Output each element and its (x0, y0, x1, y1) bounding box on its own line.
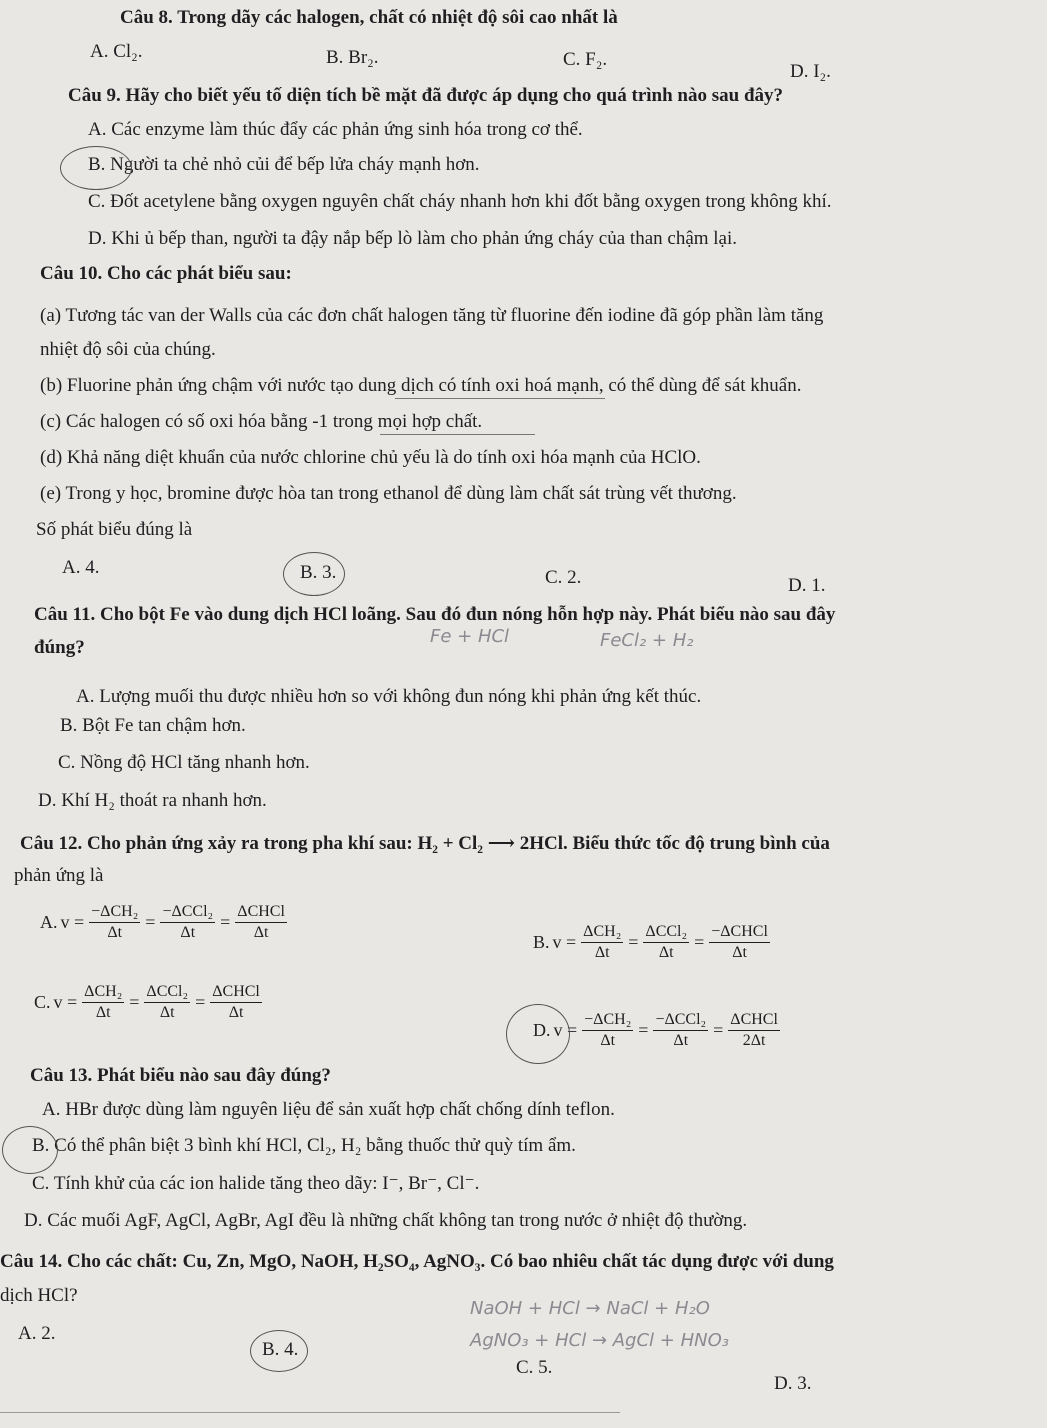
fraction (581, 922, 623, 963)
q14-stem-text: Câu 14. Cho các chất: Cu, Zn, MgO, NaOH, H₂SO₄, AgNO₃. Có bao nhiêu chất tác dụng được với dung (0, 1251, 834, 1272)
fraction (728, 1010, 780, 1051)
q12-option-c (34, 982, 264, 1023)
q12-option-d (533, 1010, 782, 1051)
denominator: Δt (253, 924, 269, 941)
q11-option-b: B. Bột Fe tan chậm hơn. (60, 715, 246, 736)
handwritten-note: Fe + HCl (430, 626, 510, 647)
q13-option-a: A. HBr được dùng làm nguyên liệu để sản xuất hợp chất chống dính teflon. (42, 1099, 615, 1120)
q10-option-a: A. 4. (62, 557, 100, 578)
fraction (582, 1010, 633, 1051)
q9-option-c: C. Đốt acetylene bằng oxygen nguyên chất cháy nhanh hơn khi đốt bằng oxygen trong không khí. (88, 191, 832, 212)
answer-circle-mark (283, 552, 345, 596)
q10-option-c: C. 2. (545, 567, 582, 588)
q13-option-b: B. Có thể phân biệt 3 bình khí HCl, Cl₂, H₂ bằng thuốc thử quỳ tím ẩm. (32, 1135, 576, 1156)
answer-circle-mark (2, 1126, 58, 1174)
equals-sign: = (195, 992, 206, 1012)
q8-option-d: D. I₂. (790, 61, 831, 82)
equals-sign: = (129, 992, 140, 1012)
q12-option-d-label: D. (533, 1020, 551, 1040)
handwritten-note: AgNO₃ + HCl → AgCl + HNO₃ (470, 1330, 729, 1351)
q12-stem-line2: phản ứng là (14, 865, 104, 886)
q10-option-b: B. 3. (300, 562, 337, 583)
q14-stem-line2: dịch HCl? (0, 1285, 78, 1306)
numerator: ΔCH₂ (82, 982, 124, 1003)
fraction (643, 922, 689, 963)
q9-stem-text: Câu 9. Hãy cho biết yếu tố diện tích bề mặt đã được áp dụng cho quá trình nào sau đây? (68, 85, 784, 106)
denominator: Δt (95, 1004, 111, 1021)
q9-option-a: A. Các enzyme làm thúc đẩy các phản ứng sinh hóa trong cơ thể. (88, 119, 583, 140)
q11-option-c: C. Nồng độ HCl tăng nhanh hơn. (58, 752, 310, 773)
equals-sign: = (145, 912, 156, 932)
numerator: ΔCHCl (210, 982, 262, 1003)
q8-stem: Câu 8. Trong dãy các halogen, chất có nhiệt độ sôi cao nhất là (120, 7, 618, 28)
q11-stem-line2: đúng? (34, 637, 85, 658)
numerator: ΔCHCl (728, 1010, 780, 1031)
denominator: Δt (107, 924, 123, 941)
numerator: −ΔCHCl (709, 922, 770, 943)
denominator: 2Δt (742, 1032, 766, 1049)
q11-stem-line1 (34, 603, 835, 627)
q12-stem-text: Câu 12. Cho phản ứng xảy ra trong pha khí sau: H₂ + Cl₂ ⟶ 2HCl. Biểu thức tốc độ trung bình của (20, 833, 830, 854)
q8-option-a: A. Cl₂. (90, 41, 143, 62)
fraction (144, 982, 190, 1023)
q13-option-c: C. Tính khử của các ion halide tăng theo dãy: I⁻, Br⁻, Cl⁻. (32, 1173, 480, 1194)
rate-symbol: v = (552, 932, 577, 952)
q10-option-d: D. 1. (788, 575, 826, 596)
q13-option-d: D. Các muối AgF, AgCl, AgBr, AgI đều là những chất không tan trong nước ở nhiệt độ thường. (24, 1210, 748, 1231)
q11-option-d: D. Khí H₂ thoát ra nhanh hơn. (38, 790, 267, 811)
q9-option-d: D. Khi ủ bếp than, người ta đậy nắp bếp lò làm cho phản ứng cháy của than chậm lại. (88, 228, 738, 249)
denominator: Δt (180, 924, 196, 941)
q10-statement-a-line2: nhiệt độ sôi của chúng. (40, 339, 216, 360)
q9-option-b: B. Người ta chẻ nhỏ củi để bếp lửa cháy mạnh hơn. (88, 154, 480, 175)
answer-circle-mark (60, 146, 132, 190)
numerator: −ΔCH₂ (89, 902, 140, 923)
q10-statement-b: (b) Fluorine phản ứng chậm với nước tạo dung dịch có tính oxi hoá mạnh, có thể dùng để sát khuẩn. (40, 375, 802, 396)
denominator: Δt (658, 944, 674, 961)
fraction (89, 902, 140, 943)
equals-sign: = (220, 912, 231, 932)
q14-option-c: C. 5. (516, 1357, 553, 1378)
q12-option-a-label: A. (40, 912, 58, 932)
q14-option-d: D. 3. (774, 1373, 812, 1394)
numerator: ΔCH₂ (581, 922, 623, 943)
bottom-rule (0, 1412, 620, 1413)
denominator: Δt (228, 1004, 244, 1021)
q8-option-c: C. F₂. (563, 49, 608, 70)
numerator: ΔCCl₂ (643, 922, 689, 943)
fraction (210, 982, 262, 1023)
q8-option-b: B. Br₂. (326, 47, 379, 68)
q10-count-prompt: Số phát biểu đúng là (36, 519, 193, 540)
rate-symbol: v = (60, 912, 85, 932)
numerator: ΔCHCl (235, 902, 287, 923)
q10-statement-d: (d) Khả năng diệt khuẩn của nước chlorine chủ yếu là do tính oxi hóa mạnh của HClO. (40, 447, 701, 468)
q14-option-b: B. 4. (262, 1339, 299, 1360)
q10-stem: Câu 10. Cho các phát biểu sau: (40, 263, 292, 284)
fraction (160, 902, 215, 943)
fraction (709, 922, 770, 963)
equals-sign: = (638, 1020, 649, 1040)
q11-option-a: A. Lượng muối thu được nhiều hơn so với không đun nóng khi phản ứng kết thúc. (76, 686, 702, 707)
q9-stem (68, 84, 783, 108)
denominator: Δt (159, 1004, 175, 1021)
rate-symbol: v = (53, 992, 78, 1012)
numerator: −ΔCCl₂ (160, 902, 215, 923)
underline-mark (380, 434, 535, 435)
handwritten-note: FeCl₂ + H₂ (600, 630, 694, 651)
numerator: ΔCCl₂ (144, 982, 190, 1003)
underline-mark (395, 398, 605, 399)
answer-circle-mark (506, 1004, 570, 1064)
q12-stem-line1 (20, 832, 830, 856)
denominator: Δt (673, 1032, 689, 1049)
q12-option-c-label: C. (34, 992, 51, 1012)
q12-option-b (533, 922, 772, 963)
answer-circle-mark (250, 1330, 308, 1372)
q10-statement-a-line1: (a) Tương tác van der Walls của các đơn chất halogen tăng từ fluorine đến iodine đã góp phần làm tăng (40, 305, 824, 326)
fraction (235, 902, 287, 943)
numerator: −ΔCCl₂ (653, 1010, 708, 1031)
q14-option-a: A. 2. (18, 1323, 56, 1344)
denominator: Δt (732, 944, 747, 961)
equals-sign: = (694, 932, 705, 952)
fraction (653, 1010, 708, 1051)
numerator: −ΔCH₂ (582, 1010, 633, 1031)
denominator: Δt (594, 944, 610, 961)
q11-stem-text: Câu 11. Cho bột Fe vào dung dịch HCl loãng. Sau đó đun nóng hỗn hợp này. Phát biểu nào sau đây (34, 604, 836, 625)
q12-option-b-label: B. (533, 932, 550, 952)
q14-stem-line1 (0, 1250, 834, 1274)
q10-statement-c: (c) Các halogen có số oxi hóa bằng -1 trong mọi hợp chất. (40, 411, 483, 432)
denominator: Δt (600, 1032, 616, 1049)
handwritten-note: NaOH + HCl → NaCl + H₂O (470, 1298, 710, 1319)
equals-sign: = (628, 932, 639, 952)
q12-option-a (40, 902, 289, 943)
fraction (82, 982, 124, 1023)
equals-sign: = (713, 1020, 724, 1040)
q10-statement-e: (e) Trong y học, bromine được hòa tan trong ethanol để dùng làm chất sát trùng vết thương. (40, 483, 737, 504)
rate-symbol: v = (553, 1020, 578, 1040)
q13-stem: Câu 13. Phát biểu nào sau đây đúng? (30, 1065, 331, 1086)
